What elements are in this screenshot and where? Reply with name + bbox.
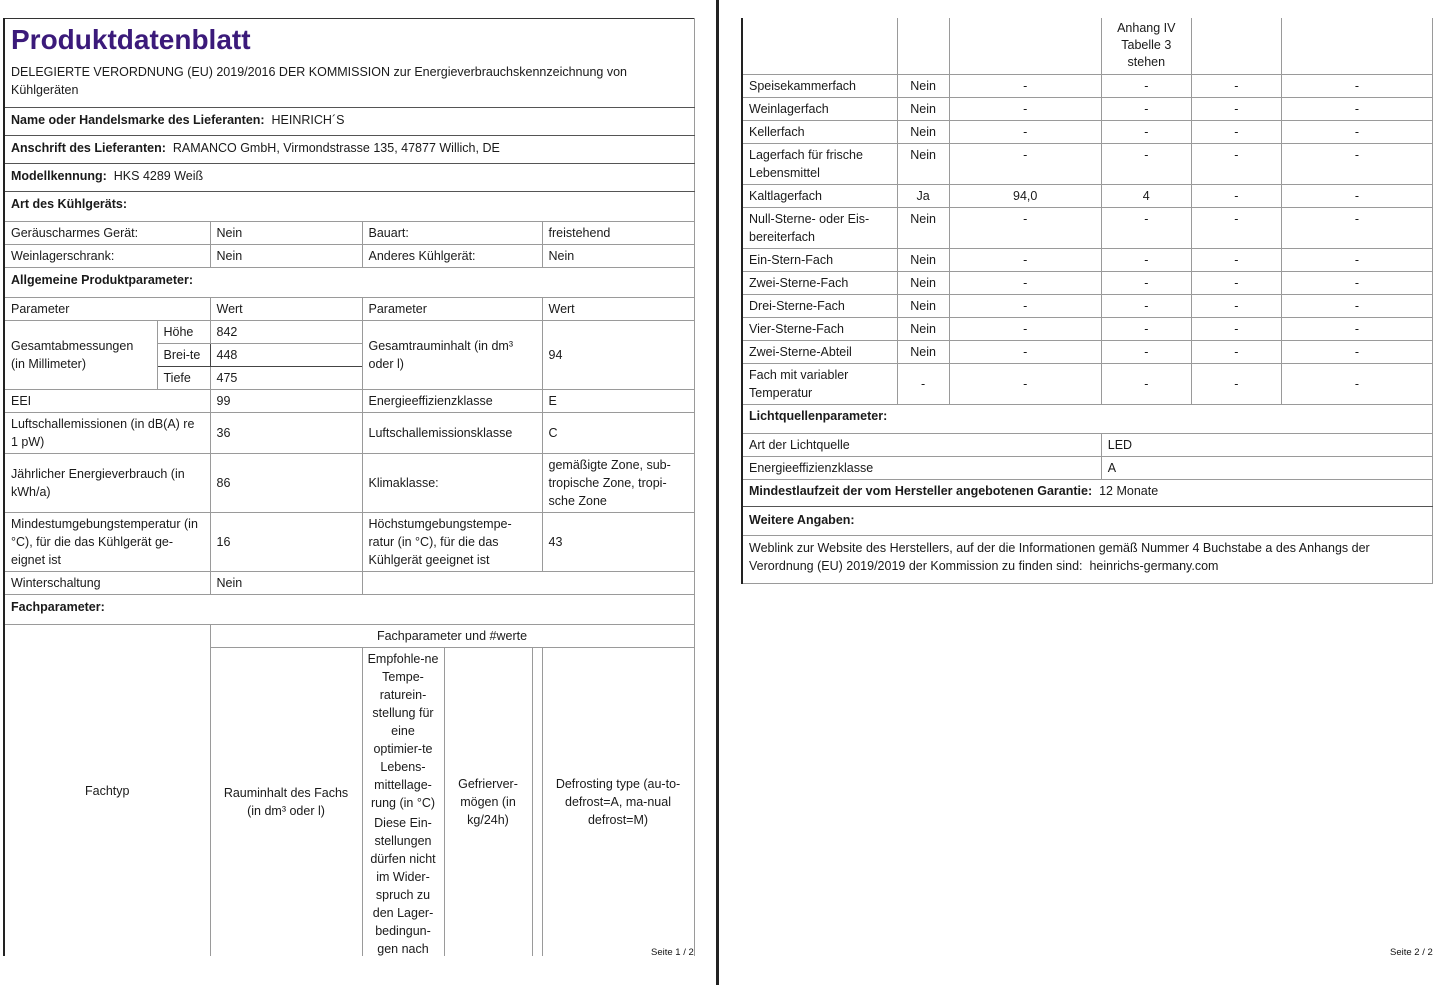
- compartment-row: [742, 363, 1433, 404]
- compartment-row: [742, 340, 1433, 363]
- param-empty: [362, 572, 694, 595]
- compartment-temp: -: [1101, 317, 1191, 340]
- compartment-type: Zwei-Sterne-Fach: [742, 271, 897, 294]
- total-volume-value: 94: [542, 321, 694, 390]
- col-header-temp-note: Diese Ein-stellungen dürfen nicht im Wider-spruch zu den Lager-bedingun-gen nach: [370, 816, 436, 956]
- compartment-temp: -: [1101, 294, 1191, 317]
- compartment-type: Kellerfach: [742, 120, 897, 143]
- page-number-2: Seite 2 / 2: [1390, 947, 1433, 958]
- compartment-volume: -: [949, 97, 1101, 120]
- header-cont-empty: [742, 18, 897, 74]
- param-value: gemäßigte Zone, sub-tropische Zone, tropi-sche Zone: [542, 454, 694, 513]
- param-label: Energieeffizienzklasse: [362, 390, 542, 413]
- dim-value-height: 842: [210, 321, 362, 344]
- param-value: C: [542, 413, 694, 454]
- device-type-label: Geräuscharmes Gerät:: [4, 222, 210, 245]
- compartment-freeze: -: [1191, 294, 1281, 317]
- dimensions-label: Gesamtabmessungen (in Millimeter): [4, 321, 157, 390]
- total-volume-label: Gesamtrauminhalt (in dm³ oder l): [362, 321, 542, 390]
- compartment-present: Nein: [897, 248, 949, 271]
- compartment-type: Lagerfach für frische Lebensmittel: [742, 143, 897, 184]
- product-datasheet-table-page-2: [741, 18, 1433, 584]
- supplier-address-label: Anschrift des Lieferanten:: [11, 141, 166, 155]
- device-type-heading: Art des Kühlgeräts:: [4, 192, 694, 222]
- supplier-name-row: [4, 108, 694, 136]
- supplier-name-value: HEINRICH´S: [271, 113, 345, 127]
- param-value: 99: [210, 390, 362, 413]
- compartment-defrost: -: [1281, 207, 1432, 248]
- page-divider: [716, 0, 719, 985]
- compartment-defrost: -: [1281, 271, 1432, 294]
- compartment-volume: -: [949, 294, 1101, 317]
- light-row: [742, 456, 1433, 479]
- compartment-temp: -: [1101, 143, 1191, 184]
- compartment-params-heading: Fachparameter:: [4, 595, 694, 625]
- compartment-present: -: [897, 363, 949, 404]
- compartment-defrost: -: [1281, 74, 1432, 97]
- compartment-temp: -: [1101, 340, 1191, 363]
- compartment-present: Ja: [897, 184, 949, 207]
- compartment-temp: -: [1101, 363, 1191, 404]
- device-type-row: [4, 222, 694, 245]
- compartment-type: Null-Sterne- oder Eis-bereiterfach: [742, 207, 897, 248]
- param-value: 43: [542, 513, 694, 572]
- compartment-freeze: -: [1191, 317, 1281, 340]
- compartment-freeze: -: [1191, 248, 1281, 271]
- compartment-type: Kaltlagerfach: [742, 184, 897, 207]
- col-header-compartment-type: Fachtyp: [4, 625, 210, 957]
- dim-label-depth: Tiefe: [157, 367, 210, 390]
- param-value: 16: [210, 513, 362, 572]
- compartment-volume: -: [949, 143, 1101, 184]
- col-header-value: Wert: [542, 298, 694, 321]
- compartment-freeze: -: [1191, 184, 1281, 207]
- compartment-defrost: -: [1281, 363, 1432, 404]
- compartment-defrost: -: [1281, 184, 1432, 207]
- device-type-value: Nein: [210, 222, 362, 245]
- compartment-freeze: -: [1191, 363, 1281, 404]
- manufacturer-weblink[interactable]: heinrichs-germany.com: [1089, 558, 1219, 573]
- compartment-present: Nein: [897, 143, 949, 184]
- col-header-value: Wert: [210, 298, 362, 321]
- page-1: [0, 0, 716, 985]
- model-value: HKS 4289 Weiß: [113, 169, 204, 183]
- param-label: Klimaklasse:: [362, 454, 542, 513]
- light-params-heading: Lichtquellenparameter:: [742, 404, 1433, 433]
- compartment-temp: -: [1101, 271, 1191, 294]
- param-label: Jährlicher Energieverbrauch (in kWh/a): [4, 454, 210, 513]
- device-type-row: [4, 245, 694, 268]
- compartment-defrost: -: [1281, 317, 1432, 340]
- col-header-freeze-capacity: Gefrierver-mögen (in kg/24h): [458, 777, 518, 827]
- compartment-defrost: -: [1281, 97, 1432, 120]
- compartment-row: [742, 97, 1433, 120]
- compartment-freeze: -: [1191, 271, 1281, 294]
- warranty-value: 12 Monate: [1099, 483, 1159, 498]
- dim-value-width: 448: [210, 344, 362, 367]
- compartment-freeze: -: [1191, 97, 1281, 120]
- device-type-value: Nein: [542, 245, 694, 268]
- compartment-volume: -: [949, 248, 1101, 271]
- compartment-present: Nein: [897, 317, 949, 340]
- further-info-text: Weblink zur Website des Herstellers, auf der die Informationen gemäß Nummer 4 Buchstabe a des Anhangs der Verordnung (EU) 2019/2019 der Kommission zu finden sind:: [749, 540, 1370, 573]
- compartment-temp: 4: [1101, 184, 1191, 207]
- compartment-row: [742, 143, 1433, 184]
- param-value: 36: [210, 413, 362, 454]
- compartment-row: [742, 184, 1433, 207]
- dim-label-height: Höhe: [157, 321, 210, 344]
- supplier-name-label: Name oder Handelsmarke des Lieferanten:: [11, 113, 265, 127]
- device-type-label: Anderes Kühlgerät:: [362, 245, 542, 268]
- col-header-temp-cell: [362, 648, 542, 957]
- compartment-row: [742, 74, 1433, 97]
- light-value: LED: [1101, 433, 1432, 456]
- param-value: Nein: [210, 572, 362, 595]
- compartment-volume: -: [949, 317, 1101, 340]
- compartment-freeze: -: [1191, 340, 1281, 363]
- param-label: Luftschallemissionen (in dB(A) re 1 pW): [4, 413, 210, 454]
- compartment-type: Weinlagerfach: [742, 97, 897, 120]
- compartment-present: Nein: [897, 340, 949, 363]
- compartment-row: [742, 271, 1433, 294]
- general-params-heading: Allgemeine Produktparameter:: [4, 268, 694, 298]
- compartment-type: Speisekammerfach: [742, 74, 897, 97]
- header-cont-empty: [1191, 18, 1281, 74]
- compartment-volume: -: [949, 363, 1101, 404]
- compartment-type: Ein-Stern-Fach: [742, 248, 897, 271]
- compartment-freeze: -: [1191, 207, 1281, 248]
- light-label: Art der Lichtquelle: [742, 433, 1101, 456]
- device-type-value: freistehend: [542, 222, 694, 245]
- col-header-parameter: Parameter: [362, 298, 542, 321]
- compartment-volume: -: [949, 340, 1101, 363]
- further-info-heading: Weitere Angaben:: [742, 506, 1433, 535]
- param-label: Höchstumgebungstempe-ratur (in °C), für die das Kühlgerät geeignet ist: [362, 513, 542, 572]
- dim-value-depth: 475: [210, 367, 362, 390]
- compartment-defrost: -: [1281, 340, 1432, 363]
- header-cont-empty: [949, 18, 1101, 74]
- param-label: EEI: [4, 390, 210, 413]
- param-value: E: [542, 390, 694, 413]
- dim-label-width: Brei-te: [157, 344, 210, 367]
- compartment-temp: -: [1101, 207, 1191, 248]
- param-label: Winterschaltung: [4, 572, 210, 595]
- compartment-present: Nein: [897, 207, 949, 248]
- compartment-row: [742, 248, 1433, 271]
- page-number-1: Seite 1 / 2: [651, 947, 694, 958]
- product-datasheet-table-page-1: [3, 18, 695, 956]
- compartment-defrost: -: [1281, 143, 1432, 184]
- compartment-row: [742, 317, 1433, 340]
- param-value: 86: [210, 454, 362, 513]
- compartment-type: Vier-Sterne-Fach: [742, 317, 897, 340]
- model-label: Modellkennung:: [11, 169, 107, 183]
- col-header-defrost: Defrosting type (au-to-defrost=A, ma-nual defrost=M): [542, 648, 694, 957]
- general-param-row: [4, 454, 694, 513]
- warranty-row: [742, 479, 1433, 506]
- general-param-row: [4, 513, 694, 572]
- compartment-present: Nein: [897, 97, 949, 120]
- compartment-present: Nein: [897, 294, 949, 317]
- header-cont-empty: [897, 18, 949, 74]
- compartment-type: Zwei-Sterne-Abteil: [742, 340, 897, 363]
- col-header-temp: Empfohle-ne Tempe-raturein-stellung für eine optimier-te Lebens-mittellage-rung (in °C): [367, 652, 439, 810]
- compartment-temp: -: [1101, 74, 1191, 97]
- device-type-label: Weinlagerschrank:: [4, 245, 210, 268]
- device-type-value: Nein: [210, 245, 362, 268]
- compartment-volume: -: [949, 120, 1101, 143]
- light-row: [742, 433, 1433, 456]
- general-param-row: [4, 413, 694, 454]
- col-header-parameter: Parameter: [4, 298, 210, 321]
- device-type-label: Bauart:: [362, 222, 542, 245]
- param-label: Mindestumgebungstemperatur (in °C), für die das Kühlgerät ge-eignet ist: [4, 513, 210, 572]
- compartment-present: Nein: [897, 74, 949, 97]
- param-label: Luftschallemissionsklasse: [362, 413, 542, 454]
- compartment-defrost: -: [1281, 248, 1432, 271]
- supplier-address-value: RAMANCO GmbH, Virmondstrasse 135, 47877 Willich, DE: [172, 141, 500, 155]
- compartment-present: Nein: [897, 120, 949, 143]
- compartment-row: [742, 120, 1433, 143]
- model-row: [4, 164, 694, 192]
- light-label: Energieeffizienzklasse: [742, 456, 1101, 479]
- warranty-label: Mindestlaufzeit der vom Hersteller angebotenen Garantie:: [749, 483, 1093, 498]
- compartment-freeze: -: [1191, 74, 1281, 97]
- supplier-address-row: [4, 136, 694, 164]
- compartment-row: [742, 294, 1433, 317]
- compartment-row: [742, 207, 1433, 248]
- compartment-volume: -: [949, 74, 1101, 97]
- compartment-temp: -: [1101, 97, 1191, 120]
- compartment-volume: -: [949, 271, 1101, 294]
- header-cont-empty: [1281, 18, 1432, 74]
- page-title: Produktdatenblatt: [4, 19, 694, 60]
- regulation-text: DELEGIERTE VERORDNUNG (EU) 2019/2016 DER KOMMISSION zur Energieverbrauchskennzeichnung von Kühlgeräten: [4, 59, 694, 108]
- compartment-volume: -: [949, 207, 1101, 248]
- compartment-defrost: -: [1281, 120, 1432, 143]
- general-param-row: [4, 572, 694, 595]
- compartment-type: Drei-Sterne-Fach: [742, 294, 897, 317]
- light-value: A: [1101, 456, 1432, 479]
- compartment-volume: 94,0: [949, 184, 1101, 207]
- compartment-temp: -: [1101, 120, 1191, 143]
- col-header-temp-note-cont: Anhang IV Tabelle 3 stehen: [1101, 18, 1191, 74]
- compartment-defrost: -: [1281, 294, 1432, 317]
- compartment-temp: -: [1101, 248, 1191, 271]
- compartment-freeze: -: [1191, 120, 1281, 143]
- col-header-volume: Rauminhalt des Fachs (in dm³ oder l): [210, 648, 362, 957]
- further-info-text-cell: [742, 535, 1433, 583]
- compartment-freeze: -: [1191, 143, 1281, 184]
- col-header-group: Fachparameter und #werte: [210, 625, 694, 648]
- general-param-row: [4, 390, 694, 413]
- compartment-present: Nein: [897, 271, 949, 294]
- general-params-header-row: [4, 298, 694, 321]
- compartment-type: Fach mit variabler Temperatur: [742, 363, 897, 404]
